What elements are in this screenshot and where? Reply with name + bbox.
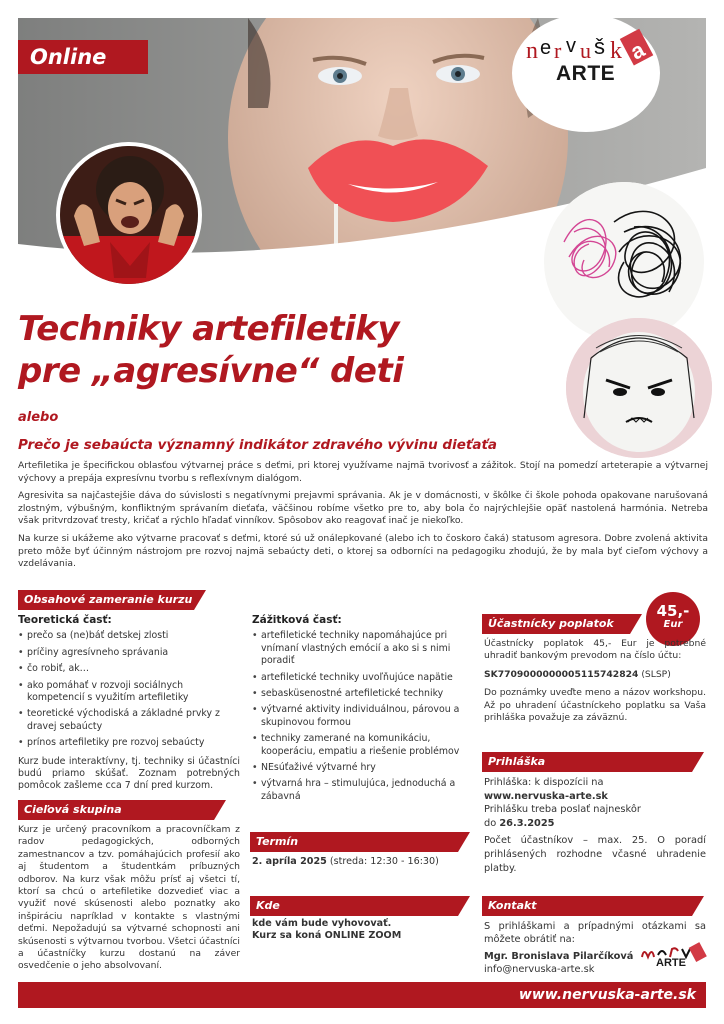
experience-list xyxy=(252,630,462,803)
title-line-1: Techniky artefiletiky xyxy=(18,309,400,349)
list-item: • ako pomáhať v rozvoji sociálnych kompetencií s využitím artefiletiky xyxy=(18,680,240,705)
intro-text xyxy=(18,460,708,576)
section-header-focus-label: Obsahové zameranie kurzu xyxy=(24,593,193,606)
contact-email[interactable]: info@nervuska-arte.sk xyxy=(484,964,595,975)
angry-face-illustration xyxy=(566,318,712,458)
section-header-target-label: Cieľová skupina xyxy=(24,803,122,816)
section-header-fee xyxy=(482,614,630,634)
fee-bank: (SLSP) xyxy=(641,668,671,680)
theory-column xyxy=(18,614,240,797)
list-item: • artefiletické techniky napomáhajúce pri vnímaní vlastných emócií a ako si s nimi poradiť xyxy=(252,630,462,667)
section-header-focus xyxy=(18,590,194,610)
term-date: 2. apríla 2025 xyxy=(252,856,327,867)
section-header-target xyxy=(18,800,214,820)
list-item: • výtvarné aktivity individuálnou, párovou a skupinovou formou xyxy=(252,704,462,729)
list-item: • prínos artefiletiky pre rozvoj sebaúcty xyxy=(18,737,240,749)
registration-deadline-prefix: do xyxy=(484,817,497,829)
list-item: • techniky zamerané na komunikáciu, kooperáciu, empatiu a riešenie problémov xyxy=(252,733,462,758)
footer-bar xyxy=(18,982,706,1008)
scribble-illustration xyxy=(544,182,704,342)
price-currency: Eur xyxy=(663,619,683,630)
logo-letter: a xyxy=(626,36,649,65)
page-title xyxy=(18,308,538,392)
title-alebo: alebo xyxy=(18,410,59,425)
angry-child-photo xyxy=(56,142,202,288)
registration-capacity: Počet účastníkov – max. 25. O poradí prihlásených rozhodne včasné uhradenie platby. xyxy=(484,835,706,874)
theory-list xyxy=(18,630,240,749)
contact-description: S prihláškami a prípadnými otázkami sa môžete obrátiť na: xyxy=(484,921,706,945)
registration-line-2: Prihlášku treba poslať najneskôr xyxy=(484,804,641,816)
logo-letter: u xyxy=(580,38,591,63)
list-item: • čo robiť, ak… xyxy=(18,663,240,675)
list-item: • prečo sa (ne)báť detskej zlosti xyxy=(18,630,240,642)
section-header-registration-label: Prihláška xyxy=(488,755,546,768)
title-line-2: pre „agresívne“ deti xyxy=(18,351,404,391)
fee-iban: SK7709000000005115742824 xyxy=(484,668,639,680)
fee-description: Účastnícky poplatok 45,- Eur je potrebné uhradiť bankovým prevodom na číslo účtu: xyxy=(484,638,706,662)
theory-note: Kurz bude interaktívny, tj. techniky si účastníci budú priamo skúšať. Zoznam potrebných pomôcok zašleme cca 7 dní pred kurzom. xyxy=(18,755,240,792)
list-item: • sebasküsenostné artefiletické techniky xyxy=(252,688,462,700)
online-tag: Online xyxy=(18,40,148,74)
theory-title: Teoretická časť: xyxy=(18,614,112,626)
section-header-term-label: Termín xyxy=(256,835,299,848)
registration-url[interactable]: www.nervuska-arte.sk xyxy=(484,790,608,802)
fee-text xyxy=(484,638,706,728)
logo-letter: r xyxy=(554,38,562,63)
fee-note: Do poznámky uveďte meno a názov workshopu. Až po uhradení účastníckeho poplatku sa Vaša prihláška považuje za záväznú. xyxy=(484,687,706,724)
logo-letter: v xyxy=(566,35,576,57)
section-header-where xyxy=(250,896,458,916)
registration-text xyxy=(484,776,706,875)
term-text xyxy=(252,856,472,868)
subtitle: Prečo je sebaúcta významný indikátor zdravého vývinu dieťaťa xyxy=(18,437,498,453)
section-header-registration xyxy=(482,752,692,772)
target-text: Kurz je určený pracovníkom a pracovníčkam z radov pedagogických, odborných zamestnancov a tzv. pomáhajúcich profesií ako aj študentom a študentkám príbuzných odborov. Na kurz však môžu prísť aj všetci tí, ktorí sa chcú o artefiletike dozvedieť viac a využiť nové skúsenosti alebo poznatky ako inšpiráciu napríklad v kontakte s vlastnými deťmi. Nepožadujú sa výtvarné schopnosti ani skúsenosti s výtvarnou tvorbou. Všetci účastníci a účastníčky kurzu dostanú na záver osvedčenie o jeho absolvovaní. xyxy=(18,824,240,972)
angry-face-drawing-photo xyxy=(566,318,712,458)
section-header-where-label: Kde xyxy=(256,899,280,912)
intro-paragraph: Artefiletika je špecifickou oblasťou výtvarnej práce s deťmi, pri ktorej využívame najmä tvorivosť a zážitok. Stojí na pomedzí arteterapie a výtvarnej výchovy a prepája expresívnu tvorbu s reflexívnym dialógom. xyxy=(18,460,708,484)
section-header-contact-label: Kontakt xyxy=(488,899,537,912)
where-line-1: kde vám bude vyhovovať. xyxy=(252,918,392,929)
price-amount: 45,- xyxy=(656,602,690,620)
where-line-2: Kurz sa koná ONLINE ZOOM xyxy=(252,930,402,942)
intro-paragraph: Agresivita sa najčastejšie dáva do súvislosti s negatívnymi prejavmi správania. Ak je v domácnosti, v škôlke či škole pohoda opakovane narušovaná zlostným, výbušným, konfliktným správaním dieťaťa, väčšinou robíme všetko pre to, aby bola čo najrýchlejšie opäť nastolená harmónia. Netreba však pritvrdzovať tresty, kričať a rýchlo hľadať vinníkov. Spôsobov ako reagovať inač je niekoľko. xyxy=(18,490,708,527)
logo-letter: n xyxy=(526,38,538,64)
scribble-drawing-photo xyxy=(544,182,704,342)
logo-arte: ARTE xyxy=(556,62,616,85)
section-header-contact xyxy=(482,896,692,916)
term-time: (streda: 12:30 - 16:30) xyxy=(329,856,439,867)
registration-line-1: Prihláška: k dispozícii na xyxy=(484,777,604,788)
list-item: • teoretické východiská a základné prvky z dravej sebaúcty xyxy=(18,708,240,733)
section-header-fee-label: Účastnícky poplatok xyxy=(488,617,614,630)
registration-deadline: 26.3.2025 xyxy=(499,817,555,829)
list-item: • príčiny agresívneho správania xyxy=(18,647,240,659)
contact-name: Mgr. Bronislava Pilarčíková xyxy=(484,951,634,962)
intro-paragraph: Na kurze si ukážeme ako výtvarne pracovať s deťmi, ktoré sú už onálepkované (alebo ich to čoskoro čaká) statusom agresora. Dobre zvolená aktivita preto môže byť účinným nástrojom pre rozvoj najmä sebaúcty deti, o ktorej sa odborníci na pedagogiku zhodujú, že by mala byť cieľom výchovy a vzdelávania. xyxy=(18,532,708,570)
experience-title: Zážitková časť: xyxy=(252,614,342,626)
list-item: • NEsúťaživé výtvarné hry xyxy=(252,762,462,774)
logo-letter: k xyxy=(610,38,622,64)
section-header-term xyxy=(250,832,458,852)
where-text xyxy=(252,918,472,943)
list-item: • výtvarná hra – stimulujúca, jednoduchá a zábavná xyxy=(252,778,462,803)
angry-child-illustration xyxy=(60,146,198,284)
logo-letter: e xyxy=(540,37,552,59)
list-item: • artefiletické techniky uvoľňujúce napätie xyxy=(252,672,462,684)
logo-letter: š xyxy=(594,34,605,59)
small-logo-arte: ARTE xyxy=(656,957,686,969)
experience-column xyxy=(252,614,462,807)
footer-url[interactable]: www.nervuska-arte.sk xyxy=(518,987,696,1003)
